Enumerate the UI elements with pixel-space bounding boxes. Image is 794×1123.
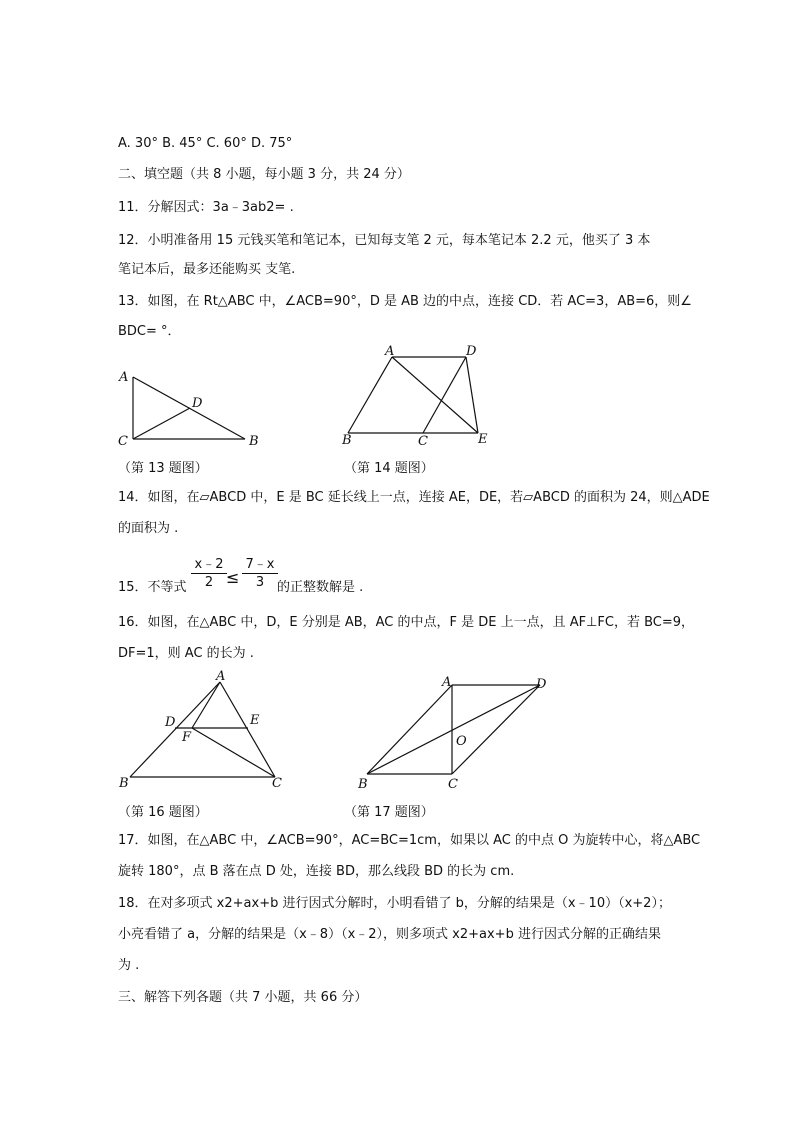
- figure-13: [112, 365, 272, 450]
- fig13-caption: （第 13 题图）: [118, 461, 208, 476]
- fig17-label-B: B: [358, 777, 368, 792]
- fig16-label-D: D: [165, 715, 176, 730]
- fig17-label-A: A: [442, 675, 452, 690]
- q10-options: A. 30° B. 45° C. 60° D. 75°: [118, 136, 293, 151]
- q17-line1: 17．如图，在△ABC 中，∠ACB=90°，AC=BC=1cm，如果以 AC 的中点 O 为旋转中心，将△ABC: [118, 833, 701, 848]
- q15-frac1-num: x﹣2: [191, 553, 227, 574]
- fig17-label-C: C: [448, 777, 458, 792]
- q15-frac2-num: 7﹣x: [242, 553, 278, 574]
- q18-line3: 为 .: [118, 958, 140, 973]
- q18-line1: 18．在对多项式 x2+ax+b 进行因式分解时，小明看错了 b，分解的结果是（x﹣10）（x+2）；: [118, 896, 671, 911]
- fig14-label-E: E: [478, 432, 488, 447]
- fig14-label-B: B: [342, 433, 352, 448]
- q15-suffix: 的正整数解是 .: [277, 580, 364, 595]
- q13-line1: 13．如图，在 Rt△ABC 中，∠ACB=90°，D 是 AB 边的中点，连接 CD．若 AC=3，AB=6，则∠: [118, 294, 692, 309]
- q13-line2: BDC= °．: [118, 324, 181, 339]
- q15-fraction-left: [191, 553, 227, 590]
- q17-line2: 旋转 180°，点 B 落在点 D 处，连接 BD，那么线段 BD 的长为 cm.: [118, 864, 515, 879]
- fig13-label-D: D: [192, 396, 203, 411]
- fig16-label-E: E: [250, 713, 260, 728]
- fig13-label-C: C: [118, 434, 128, 449]
- fig17-caption: （第 17 题图）: [344, 805, 434, 820]
- q16-line1: 16．如图，在△ABC 中，D，E 分别是 AB，AC 的中点，F 是 DE 上一点，且 AF⊥FC，若 BC=9，: [118, 615, 695, 630]
- q15-sign: ≤: [226, 568, 240, 587]
- figure-17: [352, 670, 557, 795]
- fig13-label-A: A: [119, 370, 129, 385]
- q11: 11．分解因式：3a﹣3ab2= .: [118, 200, 294, 215]
- q12-line1: 12．小明准备用 15 元钱买笔和笔记本，已知每支笔 2 元，每本笔记本 2.2 元，他买了 3 本: [118, 233, 651, 248]
- q15-fraction-right: [242, 553, 278, 590]
- fig16-label-B: B: [119, 776, 129, 791]
- section2-title: 二、填空题（共 8 小题，每小题 3 分，共 24 分）: [118, 167, 410, 182]
- fig16-caption: （第 16 题图）: [118, 805, 208, 820]
- q14-line1: 14．如图，在▱ABCD 中，E 是 BC 延长线上一点，连接 AE，DE，若▱ABCD 的面积为 24，则△ADE: [118, 490, 710, 505]
- figure-16: [115, 670, 290, 795]
- fig14-label-C: C: [418, 434, 428, 449]
- q18-line2: 小亮看错了 a，分解的结果是（x﹣8）（x﹣2），则多项式 x2+ax+b 进行因式分解的正确结果: [118, 927, 661, 942]
- q14-line2: 的面积为 .: [118, 521, 179, 536]
- figure-14: [338, 345, 508, 450]
- fig17-label-O: O: [456, 734, 467, 749]
- q15-frac1-den: 2: [204, 575, 214, 590]
- fig16-label-A: A: [216, 669, 226, 684]
- fig17-label-D: D: [536, 677, 547, 692]
- fig16-label-F: F: [182, 730, 192, 745]
- fig14-label-A: A: [385, 344, 395, 359]
- section3-title: 三、解答下列各题（共 7 小题，共 66 分）: [118, 990, 368, 1005]
- fig14-label-D: D: [466, 344, 477, 359]
- q12-line2: 笔记本后，最多还能购买 支笔.: [118, 262, 296, 277]
- q15-frac2-den: 3: [255, 575, 265, 590]
- fig13-label-B: B: [249, 434, 259, 449]
- fig14-caption: （第 14 题图）: [344, 461, 434, 476]
- q16-line2: DF=1，则 AC 的长为 .: [118, 646, 254, 661]
- q15-prefix: 15．不等式: [118, 580, 187, 595]
- fig16-label-C: C: [272, 776, 282, 791]
